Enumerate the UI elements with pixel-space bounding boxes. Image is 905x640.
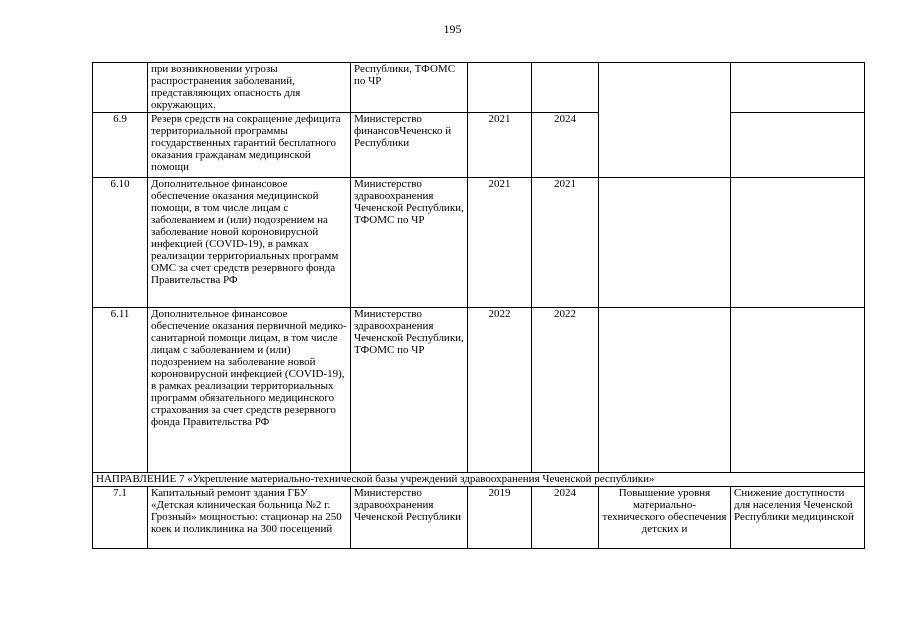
- table-row: [93, 308, 865, 473]
- end-year: [532, 63, 599, 113]
- start-year: 2021: [468, 178, 532, 308]
- end-year: 2024: [532, 487, 599, 549]
- section-header-row: [93, 473, 865, 487]
- end-year: 2024: [532, 113, 599, 178]
- measure-description: Резерв средств на сокращение дефицита территориальной программы государственных гарантий бесплатного оказания гражданам медицинской помощи: [148, 113, 351, 178]
- expected-result: Повышение уровня материально-технического обеспечения детских и: [599, 487, 731, 549]
- measure-description: при возникновении угрозы распространения заболеваний, представляющих опасность для окружающих.: [148, 63, 351, 113]
- table-row: [93, 113, 865, 178]
- row-number: 7.1: [93, 487, 148, 549]
- measure-executor: Республики, ТФОМС по ЧР: [351, 63, 468, 113]
- expected-result-cell: [599, 308, 731, 473]
- page-number: 195: [443, 22, 462, 36]
- expected-result-cell: [599, 63, 731, 178]
- start-year: [468, 63, 532, 113]
- effect-cell: [731, 63, 865, 113]
- measure-description: Дополнительное финансовое обеспечение оказания медицинской помощи, в том числе лицам с заболеванием и (или) подозрением на заболевание новой короновирусной инфекцией (COVID-19), в рамках реализации территориальных программ ОМС за счет средств резервного фонда Правительства РФ: [148, 178, 351, 308]
- row-number: 6.11: [93, 308, 148, 473]
- row-number: 6.10: [93, 178, 148, 308]
- measure-executor: Министерство здравоохранения Чеченской Республики: [351, 487, 468, 549]
- measure-description: Капитальный ремонт здания ГБУ «Детская клиническая больница №2 г. Грозный» мощностью: стационар на 250 коек и поликлиника на 300 посещений: [148, 487, 351, 549]
- social-effect: Снижение доступности для населения Чеченской Республики медицинской: [731, 487, 865, 549]
- row-number: 6.9: [93, 113, 148, 178]
- table-row: [93, 63, 865, 113]
- measures-table: [92, 62, 865, 549]
- start-year: 2019: [468, 487, 532, 549]
- start-year: 2021: [468, 113, 532, 178]
- effect-cell: [731, 113, 865, 178]
- table-row: [93, 487, 865, 549]
- effect-cell: [731, 178, 865, 308]
- effect-cell: [731, 308, 865, 473]
- section-header: НАПРАВЛЕНИЕ 7 «Укрепление материально-технической базы учреждений здравоохранения Чеченской республики»: [93, 473, 865, 487]
- row-number: [93, 63, 148, 113]
- end-year: 2021: [532, 178, 599, 308]
- measure-executor: Министерство здравоохранения Чеченской Республики, ТФОМС по ЧР: [351, 178, 468, 308]
- start-year: 2022: [468, 308, 532, 473]
- table-row: [93, 178, 865, 308]
- measure-description: Дополнительное финансовое обеспечение оказания первичной медико-санитарной помощи лицам, в том числе лицам с заболеванием и (или) подозрением на заболевание новой короновирусной инфекцией (COVID-19), в рамках реализации территориальных программ обязательного медицинского страхования за счет средств резервного фонда Правительства РФ: [148, 308, 351, 473]
- measure-executor: Министерство здравоохранения Чеченской Республики, ТФОМС по ЧР: [351, 308, 468, 473]
- expected-result-cell: [599, 178, 731, 308]
- measure-executor: Министерство финансовЧеченско й Республики: [351, 113, 468, 178]
- end-year: 2022: [532, 308, 599, 473]
